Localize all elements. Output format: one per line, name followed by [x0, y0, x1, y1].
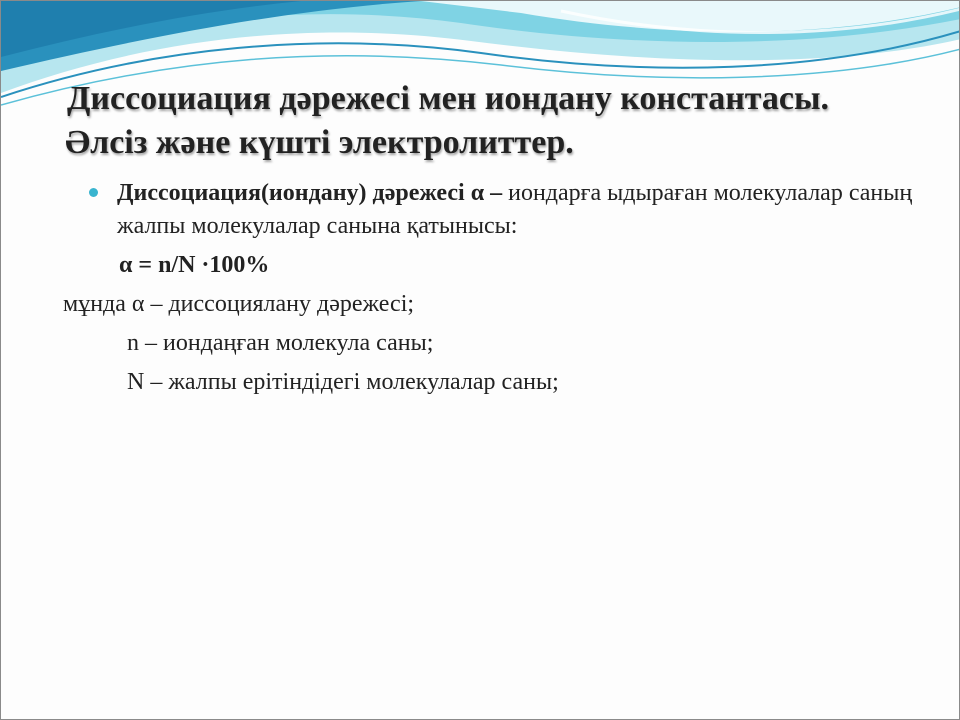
slide-title [67, 77, 937, 165]
bullet-dot-icon [89, 188, 98, 197]
slide-body [63, 177, 933, 399]
legend-line-2: n – иондаңған молекула саны; [127, 330, 434, 356]
bullet-term: Диссоциация(иондану) дәрежесі α – [117, 180, 503, 206]
title-line-1: Диссоциация дәрежесі мен иондану константасы. [67, 80, 830, 117]
title-line-2: Әлсіз және күшті электролиттер. [65, 124, 574, 161]
formula: α = n/N ·100% [119, 252, 270, 278]
bullet-definition: иондарға ыдыраған молекулалар саның жалпы молекулалар санына қатынысы: [117, 180, 913, 239]
legend-line-3: N – жалпы ерітіндідегі молекулалар саны; [127, 369, 559, 395]
bullet-item [63, 177, 933, 243]
bullet-text [117, 177, 933, 243]
legend-line-1: мұнда α – диссоциялану дәрежесі; [63, 291, 415, 317]
